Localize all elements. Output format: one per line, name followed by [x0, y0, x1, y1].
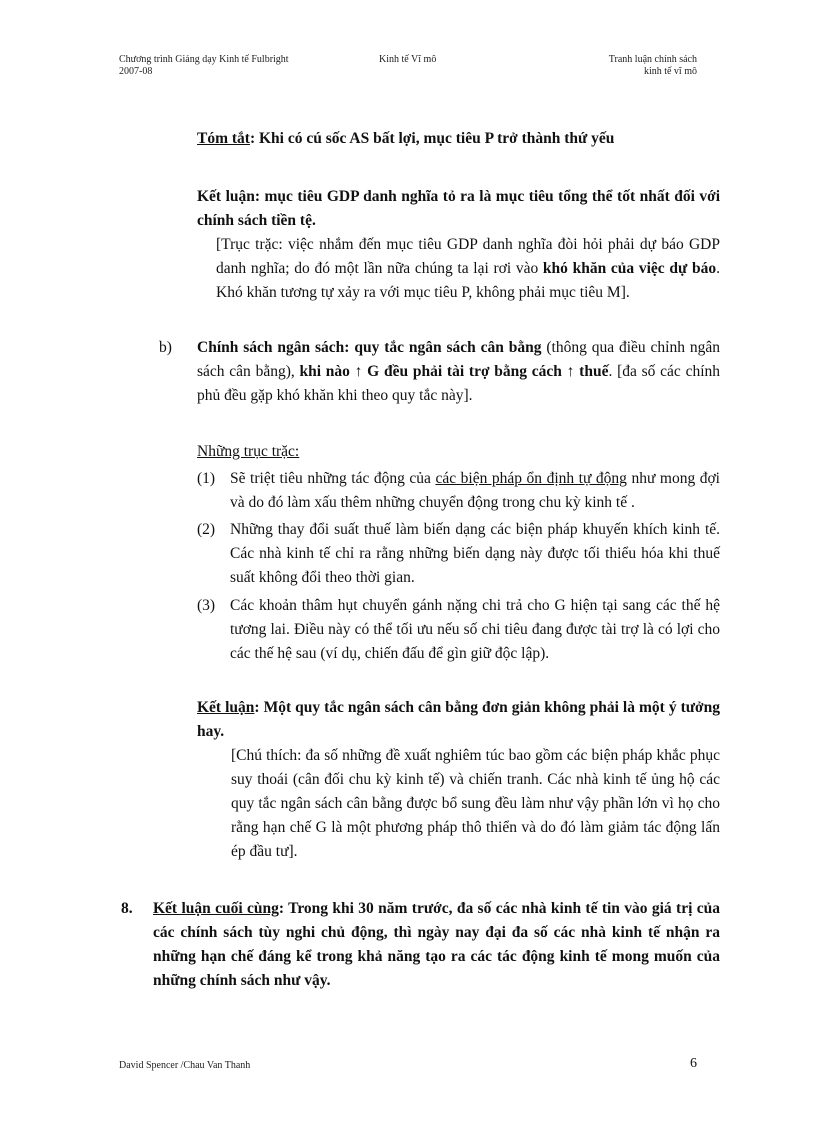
summary-label: Tóm tắt [197, 130, 250, 147]
final-text: : Trong khi 30 năm trước, đa số các nhà kinh tế tin vào giá trị của các chính sách tùy nghi chủ động, thì ngày nay đại đa số các nhà kinh tế nhận ra những hạn chế đáng kể trong khả năng tạo ra các tác động kinh tế mong muốn của những chính sách như vậy. [153, 900, 720, 989]
conclusion-budget [197, 696, 720, 744]
summary-text: : Khi có cú sốc AS bất lợi, mục tiêu P trở thành thứ yếu [249, 130, 615, 147]
problem-text-post: như mong đợi và do đó làm xấu thêm những chuyển động trong chu kỳ kinh tế . [230, 470, 720, 511]
section-b-marker: b) [159, 339, 172, 356]
section-b-bold1: Chính sách ngân sách: quy tắc ngân sách cân bằng [197, 339, 542, 356]
section-b-bold2: khi nào ↑ G đều phải tài trợ bằng cách ↑ thuế [299, 363, 609, 380]
problem-body [230, 467, 720, 515]
problem-text: Những thay đổi suất thuế làm biến dạng các biện pháp khuyến khích kinh tế. Các nhà kinh tế chỉ ra rằng những biến dạng này được tối thiểu hóa khi thuế suất không đổi theo thời gian. [230, 521, 720, 586]
section-b-normal2: . [đa số các chính phủ đều gặp khó khăn khi theo quy tắc này]. [197, 363, 721, 404]
header-year: 2007-08 [119, 66, 153, 77]
conclusion-monetary: Kết luận: mục tiêu GDP danh nghĩa tỏ ra là mục tiêu tổng thể tốt nhất đối với chính sách tiền tệ. [197, 188, 720, 229]
problem-text-pre: Sẽ triệt tiêu những tác động của [230, 470, 436, 487]
header-right [609, 54, 697, 78]
problem-number: (1) [197, 470, 216, 487]
section-b-normal1: (thông qua điều chỉnh ngân sách cân bằng), [197, 339, 720, 380]
problem-number: (3) [197, 597, 216, 614]
problem-item-3 [197, 594, 720, 666]
problem-item-1 [197, 467, 720, 515]
header-program: Chương trình Giảng dạy Kinh tế Fulbright [119, 54, 289, 65]
note-bold: khó khăn của việc dự báo [542, 260, 717, 277]
problem-text: Các khoản thâm hụt chuyển gánh nặng chi trả cho G hiện tại sang các thế hệ tương lai. Điều này có thể tối ưu nếu số chi tiêu đang được tài trợ là có lợi cho các thế hệ sau (ví dụ, chiến đấu để gìn giữ độc lập). [230, 597, 720, 662]
conclusion-budget-text: : Một quy tắc ngân sách cân bằng đơn giản không phải là một ý tưởng hay. [197, 699, 720, 740]
conclusion-budget-note: [Chú thích: đa số những đề xuất nghiêm túc bao gồm các biện pháp khắc phục suy thoái (cân đối chu kỳ kinh tế) và chiến tranh. Các nhà kinh tế ủng hộ các quy tắc ngân sách cân bằng được bổ sung đều làm như vậy phần lớn vì họ cho rằng hạn chế G là một phương pháp thô thiển và do đó làm giảm tác động lấn ép đầu tư]. [231, 747, 720, 860]
problem-item-2 [197, 518, 720, 590]
footer-authors: David Spencer /Chau Van Thanh [119, 1060, 251, 1071]
problem-number: (2) [197, 521, 216, 538]
header-course: Kinh tế Vĩ mô [379, 54, 437, 65]
conclusion-monetary-note [216, 233, 720, 305]
header-topic-line1: Tranh luận chính sách [608, 54, 697, 65]
note-text-a: [Trục trặc: việc nhắm đến mục tiêu GDP danh nghĩa đòi hỏi phải dự báo GDP danh nghĩa; do đó một lần nữa chúng ta lại rơi vào [216, 236, 720, 277]
header-topic-line2: kinh tế vĩ mô [643, 66, 697, 77]
note-text-b: . Khó khăn tương tự xảy ra với mục tiêu P, không phải mục tiêu M]. [216, 260, 720, 301]
final-conclusion [153, 897, 720, 993]
final-number: 8. [121, 900, 133, 917]
page-number: 6 [690, 1056, 697, 1071]
final-label: Kết luận cuối cùng [153, 900, 279, 917]
summary [197, 127, 737, 151]
section-b-text [197, 336, 720, 408]
problem-underlined: các biện pháp ổn định tự động [435, 470, 627, 487]
problems-heading: Những trục trặc: [197, 443, 300, 460]
conclusion-budget-label: Kết luận [197, 699, 255, 716]
header-left [119, 54, 289, 78]
